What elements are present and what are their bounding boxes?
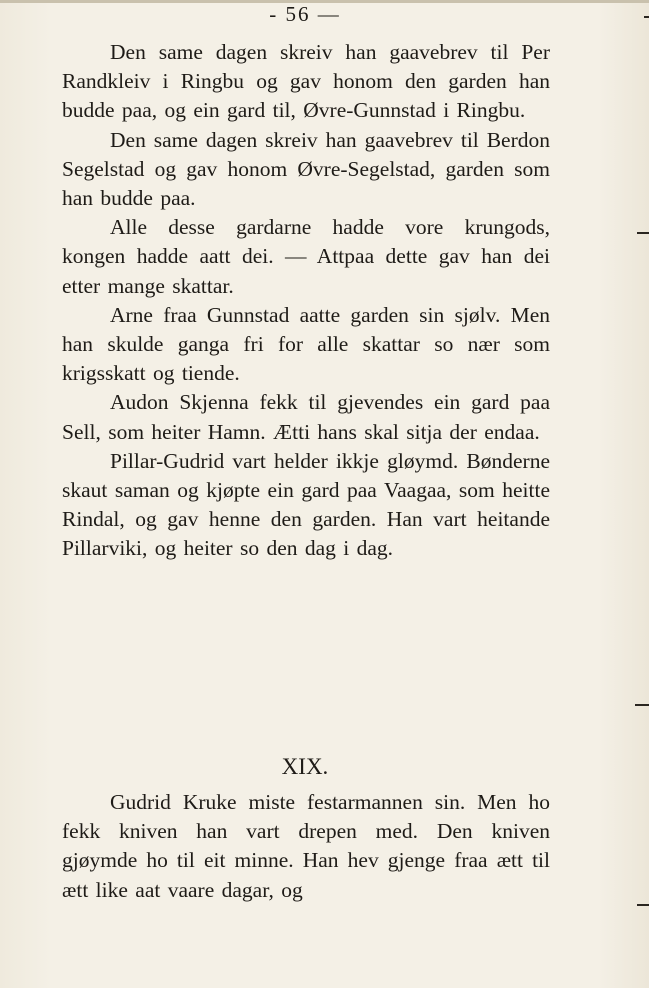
paragraph-gaavebrev-randkleiv: Den same dagen skreiv han gaavebrev til Per Randkleiv i Ringbu og gav honom den garden han budde paa, og ein gard til, Øvre-Gunnstad i Ringbu. xyxy=(62,40,550,123)
paragraph-arne-gunnstad: Arne fraa Gunnstad aatte garden sin sjølv. Men han skulde ganga fri for alle skattar so nær som krigsskatt og tiende. xyxy=(62,302,550,386)
edge-mark xyxy=(635,704,649,706)
edge-mark xyxy=(644,16,649,18)
chapter-heading: XIX. xyxy=(281,754,329,779)
text-block-chapter-xix xyxy=(62,788,550,905)
paragraph-pillar-gudrid: Pillar-Gudrid vart helder ikkje gløymd. Bønderne skaut saman og kjøpte ein gard paa Vaagaa, som heitte Rindal, og gav henne den garden. Han vart heitande Pillarviki, og heiter so den dag i dag. xyxy=(62,448,550,561)
edge-mark xyxy=(637,232,649,234)
paragraph-audon-skjenna: Audon Skjenna fekk til gjevendes ein gard paa Sell, som heiter Hamn. Ætti hans skal sitja der endaa. xyxy=(62,390,550,444)
edge-mark xyxy=(637,904,649,906)
paragraph-gaavebrev-segelstad: Den same dagen skreiv han gaavebrev til Berdon Segelstad og gav honom Øvre-Segelstad, garden som han budde paa. xyxy=(62,127,550,211)
text-block-before-chapter xyxy=(62,38,550,564)
paragraph-gudrid-kruke: Gudrid Kruke miste festarmannen sin. Men ho fekk kniven han vart drepen med. Den kniven gjøymde ho til eit minne. Han hev gjenge fraa ætt til ætt like aat vaare dagar, og xyxy=(62,790,550,902)
page-number: - 56 — xyxy=(269,2,341,26)
paragraph-krungods: Alle desse gardarne hadde vore krungods, kongen hadde aatt dei. — Attpaa dette gav han dei etter mange skattar. xyxy=(62,215,550,298)
